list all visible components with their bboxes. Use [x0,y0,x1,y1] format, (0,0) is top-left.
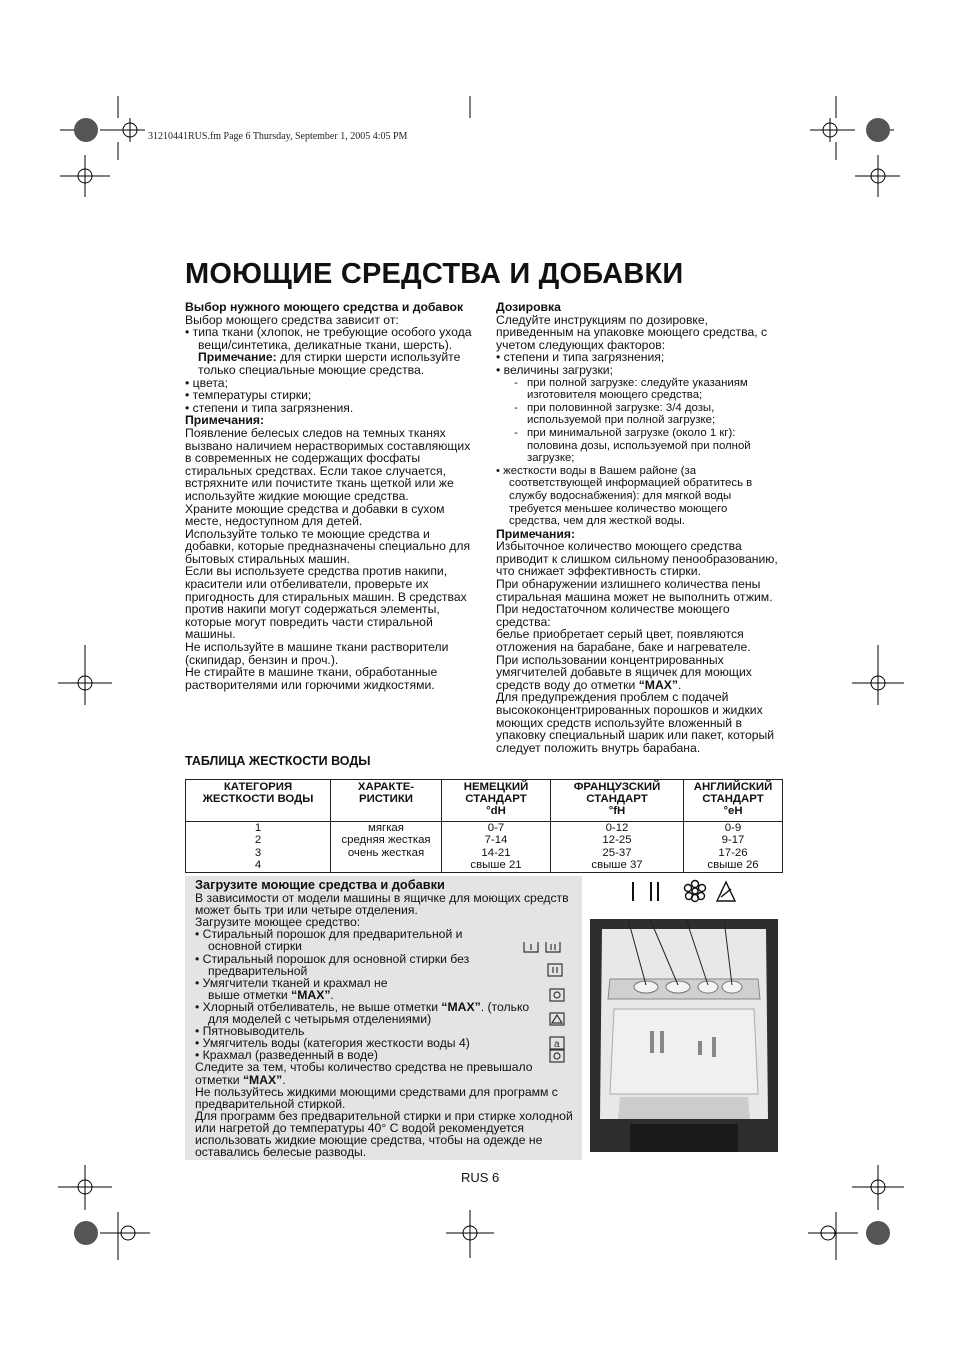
right-notes-label: Примечания: [496,526,576,541]
table-row [186,859,783,872]
right-n1: Избыточное количество моющего средства приводит к слишком сильному пенообразованию, что снижает эффективность стирки. [496,539,778,579]
right-sub-1: - при полной загрузке: следуйте указаниям изготовителя моющего средства; [514,376,748,402]
stain-icon [550,1037,564,1050]
page-number: RUS 6 [461,1170,500,1185]
cell: 7-14 [442,834,551,846]
right-n3: При недостаточном количестве моющего средства: [496,602,730,629]
left-bullet-4: • степени и типа загрязнения. [185,400,354,415]
starch-icon [550,1050,564,1062]
table-row [186,834,783,846]
drawer-illustration [590,919,778,1152]
load-panel-text [195,879,575,1158]
cell: 0-9 [684,822,783,835]
cell: 0-12 [551,822,684,835]
cell: 14-21 [442,847,551,859]
cell [331,859,442,872]
page-title: МОЮЩИЕ СРЕДСТВА И ДОБАВКИ [185,258,684,290]
flower-icon [685,881,706,902]
right-intro: Следуйте инструкциям по дозировке, приведенным на упаковке моющего средства, с учетом следующих факторов: [496,312,768,352]
right-n4: белье приобретает серый цвет, появляются отложения на барабане, баке и нагревателе. [496,627,751,655]
flower-icon [550,989,564,1001]
left-notes-label: Примечания: [185,413,265,428]
right-column [496,301,781,754]
right-n5: При использовании концентрированных умягчителей добавьте в ящичек для моющих средств воду до отметки “MAX”. [496,652,752,692]
right-n6: Для предупреждения проблем с подачей высококонцентрированных порошков и жидких моющих средств используйте вложенный в упаковку специальный шарик или пакет, который следует положить внутрь барабана. [496,690,775,755]
cell: свыше 37 [551,859,684,872]
right-bullet-1: • степени и типа загрязнения; [496,350,665,365]
load-item-5: • Пятновыводитель [195,1024,305,1039]
left-p2: Храните моющие средства и добавки в сухом месте, недоступном для детей. [185,501,445,529]
cell: 12-25 [551,834,684,846]
cell: 2 [186,834,331,846]
load-p2: Загрузите моющее средство: [195,915,361,930]
compartment-icons-row [625,879,745,905]
table-header-row [186,780,783,822]
left-p5: Не используйте в машине ткани растворители (скипидар, бензин и проч.). [185,640,449,667]
load-item-1: • Стиральный порошок для предварительной и основной стирки [195,927,463,954]
th-characteristic: ХАРАКТЕ- РИСТИКИ [331,780,442,822]
load-p1: В зависимости от модели машины в ящичке для моющих средств может быть три или четыре отделения. [195,891,569,918]
right-sub-3: - при минимальной загрузке (около 1 кг): половина дозы, используемой при полной загрузке; [514,426,751,465]
load-p3: Следите за тем, чтобы количество средства не превышало отметки “MAX”. [195,1060,533,1087]
compartment-ii-icon [651,882,658,901]
hardness-table [185,779,783,873]
cell: 17-26 [684,847,783,859]
cell: 9-17 [684,834,783,846]
left-intro: Выбор моющего средства зависит от: [185,312,399,327]
triangle-icon [717,882,735,901]
th-french: ФРАНЦУЗСКИЙ СТАНДАРТ °fH [551,780,684,822]
compartment-ii-icon [548,964,562,976]
note-label: Примечание: [198,350,277,365]
table-row [186,822,783,835]
right-sub-2: - при половинной загрузке: 3/4 дозы, используемой при полной загрузке; [514,401,716,427]
svg-text:a: a [554,1039,560,1050]
cell: свыше 26 [684,859,783,872]
cell: очень жесткая [331,847,442,859]
load-p4: Не пользуйтесь жидкими моющими средствами для программ с предварительной стиркой. [195,1084,558,1111]
left-bullet-1: • типа ткани (хлопок, не требующие особого ухода вещи/синтетика, деликатные ткани, шерсть). [185,325,472,352]
th-english: АНГЛИЙСКИЙ СТАНДАРТ °eH [684,780,783,822]
left-notes-text: Появление белесых следов на темных тканях вызвано наличием нерастворимых составляющих в современных не содержащих фосфаты стиральных средствах. Если такое случается, встряхните или почистите ткань щеткой или же используйте жидкие моющие средства. [185,425,471,503]
load-item-4: • Хлорный отбеливатель, не выше отметки “MAX”. (только для моделей с четырьмя отделениями) [195,999,530,1027]
cell: свыше 21 [442,859,551,872]
cell: 1 [186,822,331,835]
detergent-drawer-photo [590,919,778,1152]
left-bullet-3: • температуры стирки; [185,388,312,403]
cell: 4 [186,859,331,872]
cell: 25-37 [551,847,684,859]
note-text: для стирки шерсти используйте только специальные моющие средства. [198,350,461,377]
table-row [186,847,783,859]
left-column [185,301,475,691]
load-item-3: • Умягчители тканей и крахмал не выше отметки “MAX”. [195,975,388,1002]
load-item-7: • Крахмал (разведенный в воде) [195,1048,378,1063]
right-n2: При обнаружении излишнего количества пены стиральная машина может не выполнить отжим. [496,577,773,604]
cell: 0-7 [442,822,551,835]
left-bullet-1-note [185,351,475,376]
load-item-2: • Стиральный порошок для основной стирки без предварительной [195,951,470,978]
right-heading: Дозировка [496,300,561,314]
cell: мягкая [331,822,442,835]
left-bullet-2: • цвета; [185,375,228,390]
left-p4: Если вы используете средства против накипи, красители или отбеливатели, проверьте их пригодность для стиральных машин. В средствах против накипи могут содержаться элементы, которые могут повредить части стиральной машины. [185,564,467,642]
right-bullet-3: • жесткости воды в Вашем районе (за соответствующей информацией обратитесь в службу водоснабжения): для мягкой воды требуется меньшее количество моющего средства, чем для жесткой воды. [496,464,753,528]
side-icons [520,940,576,1065]
th-german: НЕМЕЦКИЙ СТАНДАРТ °dH [442,780,551,822]
load-p5: Для программ без предварительной стирки и при стирке холодной или нагретой до температуры 40° С водой рекомендуется использовать жидкие моющие средства, чтобы на одежде не оставались белесые разводы. [195,1108,573,1160]
left-heading: Выбор нужного моющего средства и добавок [185,300,464,314]
left-p6: Не стирайте в машине ткани, обработанные растворителями или горючими жидкостями. [185,665,438,692]
load-item-6: • Умягчитель воды (категория жесткости воды 4) [195,1036,470,1051]
compartment-i-ii-icon [524,942,560,952]
right-bullet-2: • величины загрузки; [496,362,613,377]
load-heading: Загрузите моющие средства и добавки [195,877,445,892]
left-p3: Используйте только те моющие средства и добавки, которые предназначены специально для бытовых стиральных машин. [185,526,471,566]
cell: средняя жесткая [331,834,442,846]
table-title: ТАБЛИЦА ЖЕСТКОСТИ ВОДЫ [185,754,371,768]
cell: 3 [186,847,331,859]
file-header: 31210441RUS.fm Page 6 Thursday, September 1, 2005 4:05 PM [148,131,408,142]
triangle-icon [550,1013,564,1025]
th-category: КАТЕГОРИЯ ЖЕСТКОСТИ ВОДЫ [186,780,331,822]
